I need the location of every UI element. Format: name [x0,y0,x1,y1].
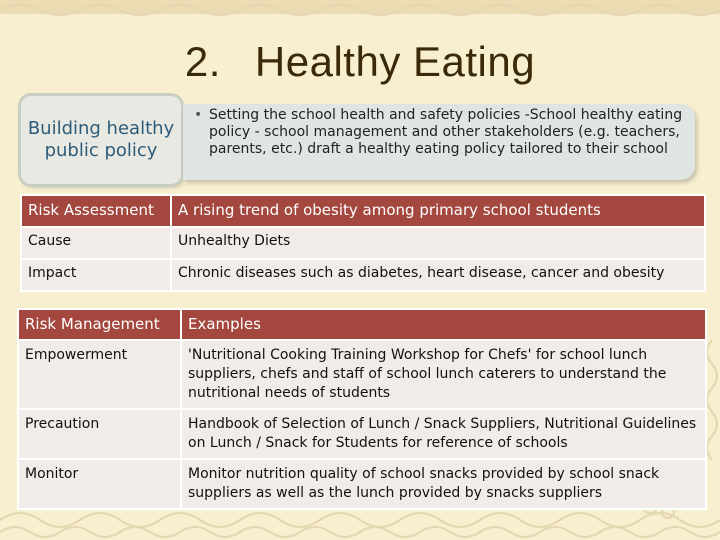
policy-bullet-box [183,104,695,180]
precaution-value: Handbook of Selection of Lunch / Snack Suppliers, Nutritional Guidelines on Lunch / Snack for Students for reference of schools [181,409,706,459]
table-row [21,227,705,259]
table-row [18,340,706,409]
risk-management-header-row [18,309,706,340]
risk-assessment-header-value: A rising trend of obesity among primary school students [171,195,705,227]
monitor-label: Monitor [18,459,181,509]
bullet-icon: • [194,107,203,123]
policy-heading: Setting the school health and safety policies [209,107,521,123]
table-row [18,409,706,459]
risk-assessment-table [20,194,706,292]
risk-assessment-header-row [21,195,705,227]
empowerment-label: Empowerment [18,340,181,409]
impact-value: Chronic diseases such as diabetes, heart disease, cancer and obesity [171,259,705,291]
impact-label: Impact [21,259,171,291]
risk-management-header-value: Examples [181,309,706,340]
monitor-value: Monitor nutrition quality of school snacks provided by school snack suppliers as well as the lunch provided by snacks suppliers [181,459,706,509]
building-policy-box [21,96,181,184]
building-policy-label: Building healthy public policy [27,118,175,161]
cause-label: Cause [21,227,171,259]
risk-assessment-header-label: Risk Assessment [21,195,171,227]
risk-management-header-label: Risk Management [18,309,181,340]
empowerment-value: 'Nutritional Cooking Training Workshop for Chefs' for school lunch suppliers, chefs and staff of school lunch caterers to understand the nutritional needs of students [181,340,706,409]
slide-title [0,38,720,86]
table-row [18,459,706,509]
precaution-label: Precaution [18,409,181,459]
table-row [21,259,705,291]
cause-value: Unhealthy Diets [171,227,705,259]
slide-title-text: Healthy Eating [254,38,536,85]
slide-title-number: 2. [184,38,221,85]
policy-body: -School healthy eating policy - school management and other stakeholders (e.g. teachers, parents, etc.) draft a healthy eating policy tailored to their school [209,107,683,157]
risk-management-table [17,308,707,510]
